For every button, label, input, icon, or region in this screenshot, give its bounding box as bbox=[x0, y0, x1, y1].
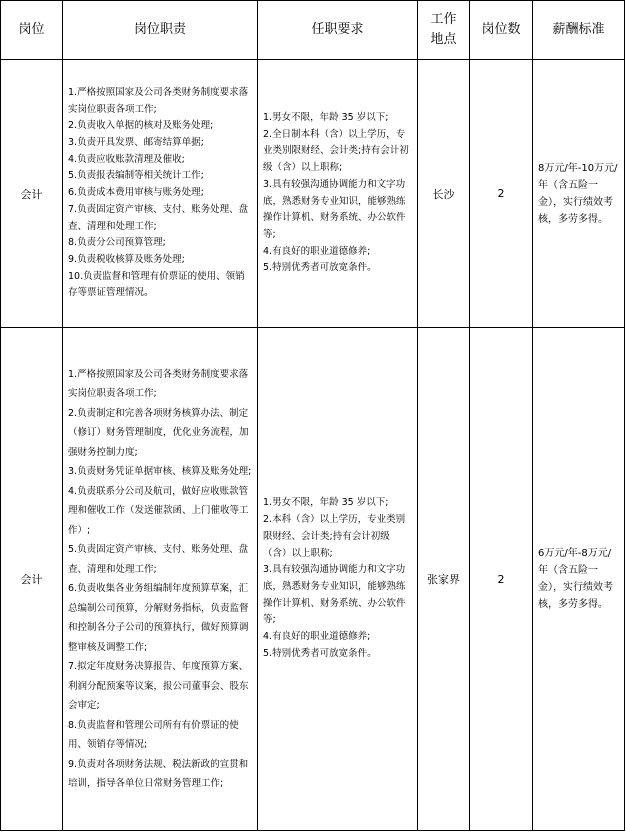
salary-cell: 6万元/年-8万元/年（含五险一金），实行绩效考核，多劳多得。 bbox=[533, 328, 625, 831]
requirement-item: 1.男女不限，年龄 35 岁以下; bbox=[263, 497, 389, 509]
requirements-cell bbox=[258, 328, 418, 831]
duty-item: 7.负责固定资产审核、支付、账务处理、盘查、清理和处理工作; bbox=[68, 203, 249, 232]
requirements-cell bbox=[258, 60, 418, 328]
table-row bbox=[1, 60, 625, 328]
duty-item: 1.严格按照国家及公司各类财务制度要求落实岗位职责各项工作; bbox=[68, 86, 249, 115]
requirement-item: 5.特别优秀者可放宽条件。 bbox=[263, 647, 377, 659]
duty-item: 6.负责成本费用审核与账务处理; bbox=[68, 187, 204, 199]
requirement-item: 1.男女不限，年龄 35 岁以下; bbox=[263, 111, 389, 123]
position-cell: 会计 bbox=[1, 60, 63, 328]
requirement-item: 3.具有较强沟通协调能力和文字功底，熟悉财务专业知识，能够熟练操作计算机、财务系统、办公软件等; bbox=[263, 564, 406, 626]
table-row bbox=[1, 328, 625, 831]
duty-item: 5.负责报表编制等相关统计工作; bbox=[68, 170, 204, 182]
duty-item: 3.负责财务凭证单据审核、核算及账务处理; bbox=[68, 466, 252, 477]
header-duties: 岗位职责 bbox=[63, 1, 258, 60]
duty-item: 6.负责收集各业务组编制年度预算草案，汇总编制公司预算，分解财务指标，负责监督和控制各分子公司的预算执行，做好预算调整审核及调整工作; bbox=[68, 583, 249, 653]
duty-item: 4.负责联系分公司及航司，做好应收账款管理和催收工作（发送催款函、上门催收等工作）; bbox=[68, 485, 249, 536]
duty-item: 5.负责固定资产审核、支付、账务处理、盘查、清理和处理工作; bbox=[68, 544, 249, 575]
requirement-item: 4.有良好的职业道德修养; bbox=[263, 631, 371, 643]
header-headcount: 岗位数 bbox=[470, 1, 533, 60]
salary-cell: 8万元/年-10万元/年（含五险一金），实行绩效考核，多劳多得。 bbox=[533, 60, 625, 328]
location-cell: 长沙 bbox=[418, 60, 470, 328]
duty-item: 2.负责制定和完善各项财务核算办法、制定（修订）财务管理制度，优化业务流程，加强财务控制力度; bbox=[68, 407, 249, 458]
requirement-item: 3.具有较强沟通协调能力和文字功底，熟悉财务专业知识，能够熟练操作计算机、财务系统、办公软件等; bbox=[263, 178, 406, 240]
duty-item: 2.负责收入单据的核对及账务处理; bbox=[68, 120, 214, 132]
header-salary: 薪酬标准 bbox=[533, 1, 625, 60]
headcount-cell: 2 bbox=[470, 328, 533, 831]
position-cell: 会计 bbox=[1, 328, 63, 831]
requirement-item: 4.有良好的职业道德修养; bbox=[263, 245, 371, 257]
duty-item: 10.负责监督和管理有价票证的使用、领销存等票证管理情况。 bbox=[68, 270, 245, 299]
requirement-item: 2.本科（含）以上学历，专业类别限财经、会计类;持有会计初级（含）以上职称; bbox=[263, 514, 406, 559]
duty-item: 9.负责税收核算及账务处理; bbox=[68, 253, 185, 265]
header-row bbox=[1, 1, 625, 60]
header-location: 工作地点 bbox=[418, 1, 470, 60]
duty-item: 9.负责对各项财务法规、税法新政的宣贯和培训，指导各单位日常财务管理工作; bbox=[68, 758, 249, 789]
header-position: 岗位 bbox=[1, 1, 63, 60]
location-cell: 张家界 bbox=[418, 328, 470, 831]
duty-item: 7.拟定年度财务决算报告、年度预算方案、利润分配预案等议案，报公司董事会、股东会审定; bbox=[68, 661, 249, 711]
header-requirements: 任职要求 bbox=[258, 1, 418, 60]
duty-item: 8.负责监督和管理公司所有有价票证的使用、领销存等情况; bbox=[68, 719, 239, 750]
duty-item: 3.负责开具发票、邮寄结算单据; bbox=[68, 137, 204, 149]
requirement-item: 2.全日制本科（含）以上学历，专业类别限财经、会计类;持有会计初级（含）以上职称; bbox=[263, 128, 409, 174]
headcount-cell: 2 bbox=[470, 60, 533, 328]
duties-cell bbox=[63, 60, 258, 328]
duties-cell bbox=[63, 328, 258, 831]
requirement-item: 5.特别优秀者可放宽条件。 bbox=[263, 262, 377, 274]
duty-item: 1.严格按照国家及公司各类财务制度要求落实岗位职责各项工作; bbox=[68, 368, 249, 399]
duty-item: 4.负责应收账款清理及催收; bbox=[68, 153, 185, 165]
duty-item: 8.负责分公司预算管理; bbox=[68, 237, 166, 249]
